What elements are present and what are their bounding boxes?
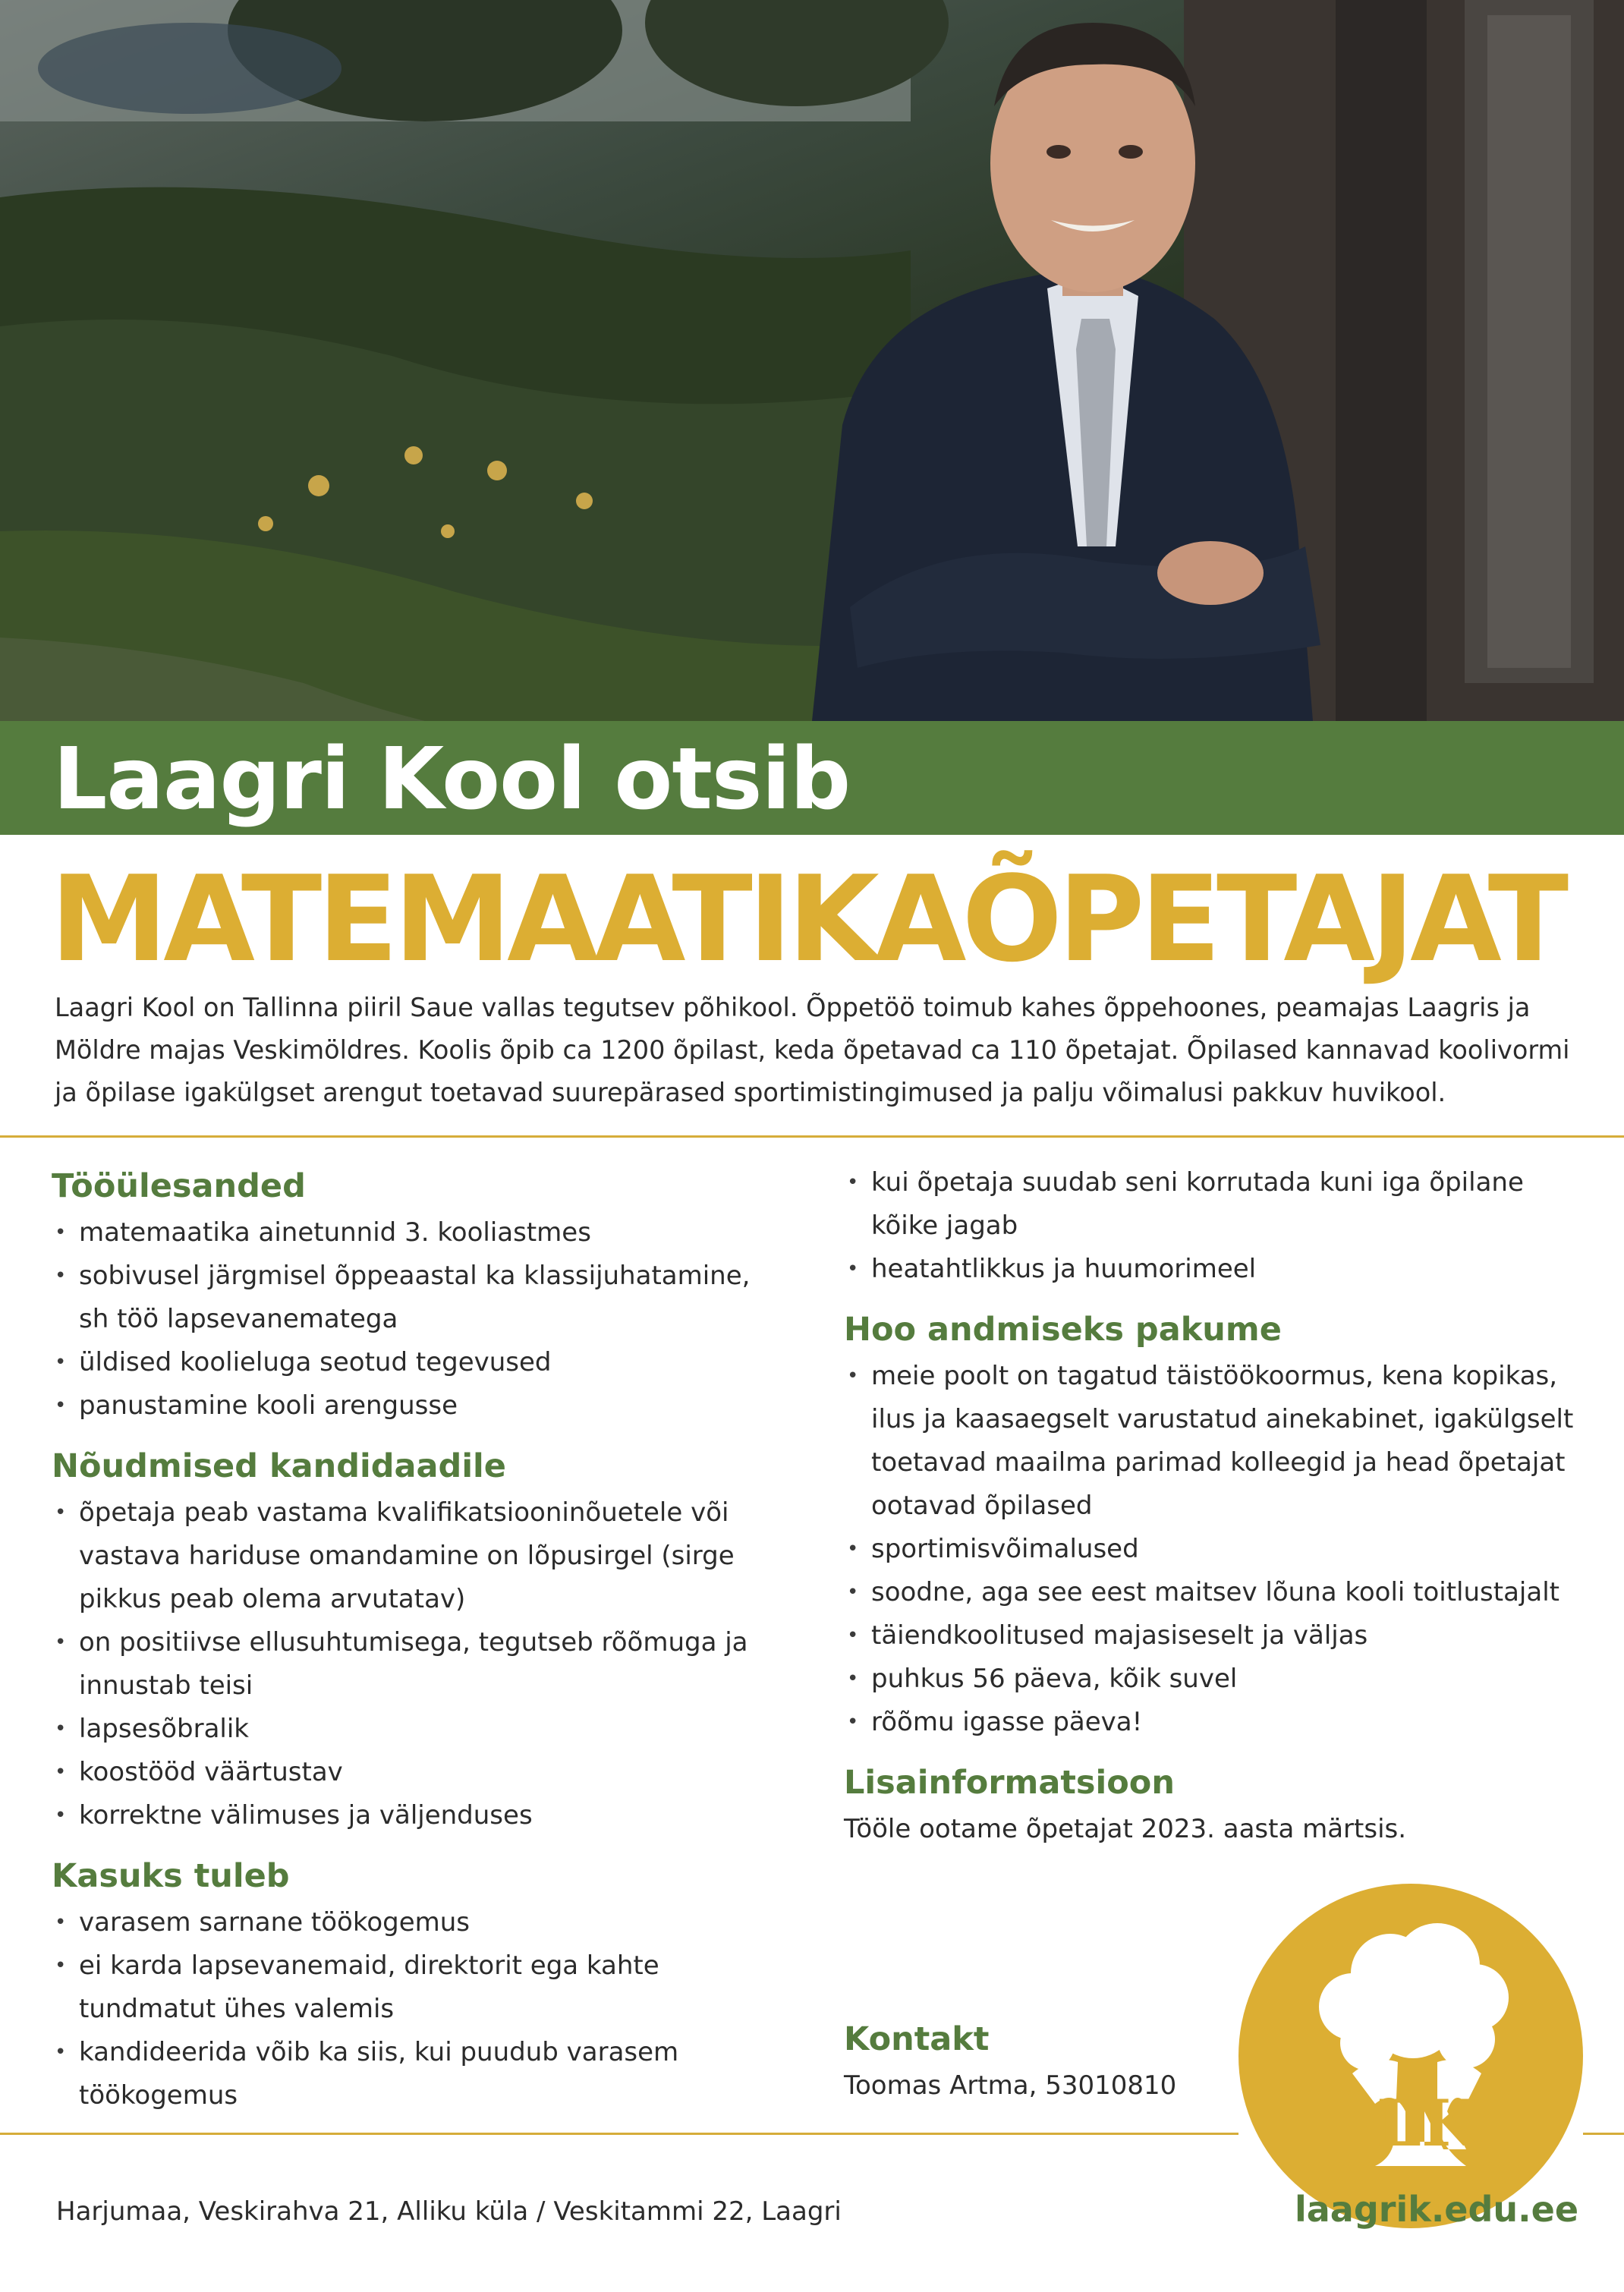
contact-heading: Kontakt <box>844 2020 990 2058</box>
list-item: • meie poolt on tagatud täistöökoormus, kena kopikas, ilus ja kaasaegselt varustatud ainekabinet, igakülgselt toetavad maailma parimad kolleegid ja head õpetajat ootavad õpilased <box>844 1355 1595 1528</box>
requirements-list <box>52 1491 780 1837</box>
advantages-heading: Kasuks tuleb <box>52 1857 290 1895</box>
info-text: Tööle ootame õpetajat 2023. aasta märtsis. <box>844 1814 1407 1844</box>
job-headline: MATEMAATIKAÕPETAJAT <box>50 850 1565 988</box>
list-item: • kandideerida võib ka siis, kui puudub varasem töökogemus <box>52 2031 780 2117</box>
list-item: • üldised koolieluga seotud tegevused <box>52 1341 780 1384</box>
school-logo <box>1238 1884 1583 2228</box>
list-item: • heatahtlikkus ja huumorimeel <box>844 1248 1595 1291</box>
list-item: • panustamine kooli arengusse <box>52 1384 780 1428</box>
requirements-heading: Nõudmised kandidaadile <box>52 1447 506 1485</box>
intro-paragraph: Laagri Kool on Tallinna piiril Saue vallas tegutsev põhikool. Õppetöö toimub kahes õppehoones, peamajas Laagris ja Möldre majas Veskimöldres. Koolis õpib ca 1200 õpilast, keda õpetavad ca 110 õpetajat. Õpilased kannavad koolivormi ja õpilase igakülgset arengut toetavad suurepärased sportimistingimused ja palju võimalusi pakkuv huvikool. <box>55 993 1570 1107</box>
offer-heading: Hoo andmiseks pakume <box>844 1311 1282 1349</box>
advantages-list <box>52 1901 780 2117</box>
list-item: • õpetaja peab vastama kvalifikatsiooninõuetele või vastava hariduse omandamine on lõpusirgel (sirge pikkus peab olema arvutatav) <box>52 1491 780 1621</box>
list-item: • korrektne välimuses ja väljenduses <box>52 1794 780 1837</box>
footer-address: Harjumaa, Veskirahva 21, Alliku küla / Veskitammi 22, Laagri <box>56 2196 842 2227</box>
duties-list <box>52 1211 780 1428</box>
requirements-continued-list <box>844 1161 1595 1291</box>
list-item: • soodne, aga see eest maitsev lõuna kooli toitlustajalt <box>844 1571 1595 1614</box>
laagri-kool-tree-logo-icon <box>1238 1884 1583 2228</box>
list-item: • puhkus 56 päeva, kõik suvel <box>844 1658 1595 1701</box>
band-title: Laagri Kool otsib <box>53 730 851 829</box>
website-link[interactable]: laagrik.edu.ee <box>1295 2189 1579 2230</box>
right-column <box>844 1161 1595 1851</box>
list-item: • on positiivse ellusuhtumisega, tegutseb rõõmuga ja innustab teisi <box>52 1621 780 1708</box>
divider-bottom-left <box>0 2133 1238 2135</box>
contact-text: Toomas Artma, 53010810 <box>844 2070 1177 2101</box>
divider-top <box>0 1135 1624 1138</box>
divider-bottom-right <box>1583 2133 1624 2135</box>
info-heading: Lisainformatsioon <box>844 1764 1175 1802</box>
offer-list <box>844 1355 1595 1744</box>
list-item: • ei karda lapsevanemaid, direktorit ega kahte tundmatut ühes valemis <box>52 1944 780 2031</box>
list-item: • rõõmu igasse päeva! <box>844 1701 1595 1744</box>
hero-photo <box>0 0 1624 721</box>
list-item: • koostööd väärtustav <box>52 1751 780 1794</box>
duties-heading: Tööülesanded <box>52 1167 306 1205</box>
list-item: • sportimisvõimalused <box>844 1528 1595 1571</box>
teacher-portrait-illustration <box>0 0 1624 721</box>
left-column <box>52 1161 780 2131</box>
list-item: • kui õpetaja suudab seni korrutada kuni iga õpilane kõike jagab <box>844 1161 1595 1248</box>
list-item: • lapsesõbralik <box>52 1708 780 1751</box>
list-item: • sobivusel järgmisel õppeaastal ka klassijuhatamine, sh töö lapsevanematega <box>52 1255 780 1341</box>
list-item: • matemaatika ainetunnid 3. kooliastmes <box>52 1211 780 1255</box>
list-item: • täiendkoolitused majasiseselt ja väljas <box>844 1614 1595 1658</box>
logo-monogram: LK <box>1377 2086 1478 2161</box>
list-item: • varasem sarnane töökogemus <box>52 1901 780 1944</box>
